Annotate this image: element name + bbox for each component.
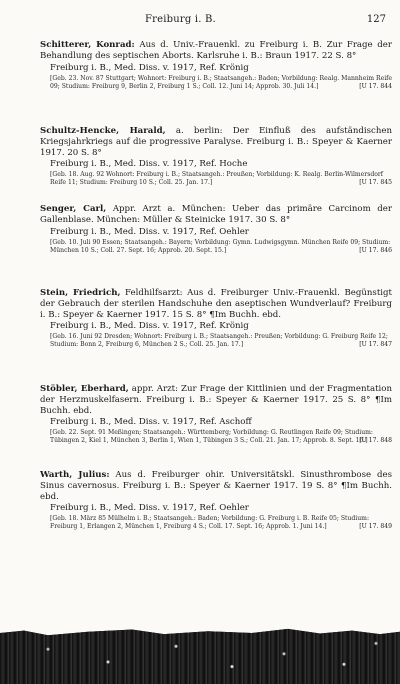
entry-call-number: [U 17. 846 [359, 246, 392, 254]
entry-title: Appr. Arzt a. München: Ueber das primäre Carcinom der Gallenblase. München: Müller & Steinicke 1917. 30 S. 8° [40, 204, 392, 225]
running-head [40, 14, 386, 30]
entry-dissertation: Freiburg i. B., Med. Diss. v. 1917, Ref. Oehler [50, 226, 249, 237]
entry-title: appr. Arzt: Zur Frage der Kittlinien und der Fragmentation der Herzmuskelfasern. Freiburg i. B.: Speyer & Kaerner 1917. 25 S. 8° ¶Im Buchh. ebd. [40, 384, 392, 416]
bibliography-entry [40, 40, 392, 91]
entry-metadata: [Geb. 18. März 85 Mülhelm i. B.; Staatsangeh.: Baden; Vorbildung: G. Freiburg i. B. Reife 05; Studium: Freiburg 1, Erlangen 2, München 1, Freiburg 4 S.; Coll. 17. Sept. 16; Approb. 1. Juni 14.] [50, 515, 370, 531]
entry-metadata: [Geb. 22. Sept. 91 Meßingen; Staatsangeh.: Württemberg; Vorbildung: G. Reutlingen Reife 09; Studium: Tübingen 2, Kiel 1, München 3, Berlin 1, Wien 1, Tübingen 3 S.; Coll. 21. Jan. 17; Approb. 8. Sept. 16.] [50, 429, 373, 445]
entry-metadata: [Geb. 23. Nov. 87 Stuttgart; Wohnort: Freiburg i. B.; Staatsangeh.: Baden; Vorbildung: Realg. Mannheim Reife 09; Studium: Freiburg 9, Berlin 2, Freiburg 1 S.; Coll. 12. Juni 14; Approb. 30. Juli 14.] [50, 74, 393, 90]
entry-citation [40, 288, 392, 320]
entry-title: a. berlin: Der Einfluß des aufständischen Kriegsjahrkriegs auf die progressive Paralyse. Freiburg i. B.: Speyer & Kaerner 1917. 20 S. 8° [40, 126, 392, 158]
bibliography-entry [40, 288, 392, 349]
entry-metadata: [Geb. 10. Juli 90 Essen; Staatsangeh.: Bayern; Vorbildung: Gymn. Ludwigsgymn. München Reife 09; Studium: München 10 S.; Coll. 27. Sept. 16; Approb. 20. Sept. 15.] [50, 238, 391, 254]
bibliography-entry [40, 384, 392, 445]
entry-author: Schitterer, Konrad: [40, 40, 135, 50]
entry-dissertation: Freiburg i. B., Med. Diss. v. 1917, Ref. Hoche [50, 159, 248, 170]
entry-call-number: [U 17. 849 [359, 523, 392, 531]
running-head-title: Freiburg i. B. [145, 14, 216, 25]
entry-call-number: [U 17. 845 [359, 179, 392, 187]
entry-metadata: [Geb. 18. Aug. 92 Wohnort: Freiburg i. B.; Staatsangeh.: Preußen; Vorbildung: K. Realg. Berlin-Wilmersdorf Reife 11; Studium: Freiburg 10 S.; Coll. 25. Jan. 17.] [50, 171, 384, 187]
entry-citation [40, 204, 392, 226]
entry-citation [40, 470, 392, 502]
bibliography-entry [40, 470, 392, 531]
entry-call-number: [U 17. 847 [359, 341, 392, 349]
entry-dissertation: Freiburg i. B., Med. Diss. v. 1917, Ref. Oehler [50, 503, 249, 514]
entry-dissertation: Freiburg i. B., Med. Diss. v. 1917, Ref. Krönig [50, 321, 249, 332]
entry-call-number: [U 17. 848 [359, 437, 392, 445]
entry-citation [40, 384, 392, 416]
entry-author: Stein, Friedrich, [40, 288, 121, 298]
entry-author: Stöbler, Eberhard, [40, 384, 129, 394]
entry-dissertation: Freiburg i. B., Med. Diss. v. 1917, Ref. Krönig [50, 62, 249, 73]
entry-dissertation: Freiburg i. B., Med. Diss. v. 1917, Ref. Aschoff [50, 417, 252, 428]
entry-citation [40, 40, 392, 62]
entry-call-number: [U 17. 844 [359, 82, 392, 90]
page-number: 127 [366, 14, 386, 25]
entry-author: Schultz-Hencke, Harald, [40, 126, 166, 136]
scan-noise [0, 626, 400, 684]
entry-author: Senger, Carl, [40, 204, 107, 214]
entry-title: Feldhilfsarzt: Aus d. Freiburger Univ.-Frauenkl. Begünstigt der Gebrauch der sterilen Handschuhe den aseptischen Wundverlauf? Freiburg i. B.: Speyer & Kaerner 1917. 15 S. 8° ¶Im Buchh. ebd. [40, 288, 393, 320]
entry-citation [40, 126, 392, 158]
bibliography-entry [40, 126, 392, 187]
scan-dark-edge [0, 626, 400, 684]
bibliography-entry [40, 204, 392, 255]
entry-title: Aus d. Univ.-Frauenkl. zu Freiburg i. B. Zur Frage der Behandlung des septischen Aborts. Karlsruhe i. B.: Braun 1917. 22 S. 8° [40, 40, 393, 61]
entry-title: Aus d. Freiburger ohir. Universitätskl. Sinusthrombose des Sinus cavernosus. Freiburg i. B.: Speyer & Kaerner 1917. 19 S. 8° ¶Im Buchh. ebd. [40, 470, 392, 502]
entry-author: Warth, Julius: [40, 470, 110, 480]
entry-metadata: [Geb. 16. Juni 92 Dresden; Wohnort: Freiburg i. B.; Staatsangeh.: Preußen; Vorbildung: G. Freiburg Reife 12; Studium: Bonn 2, Freiburg 6, München 2 S.; Coll. 25. Jan. 17.] [50, 333, 388, 349]
